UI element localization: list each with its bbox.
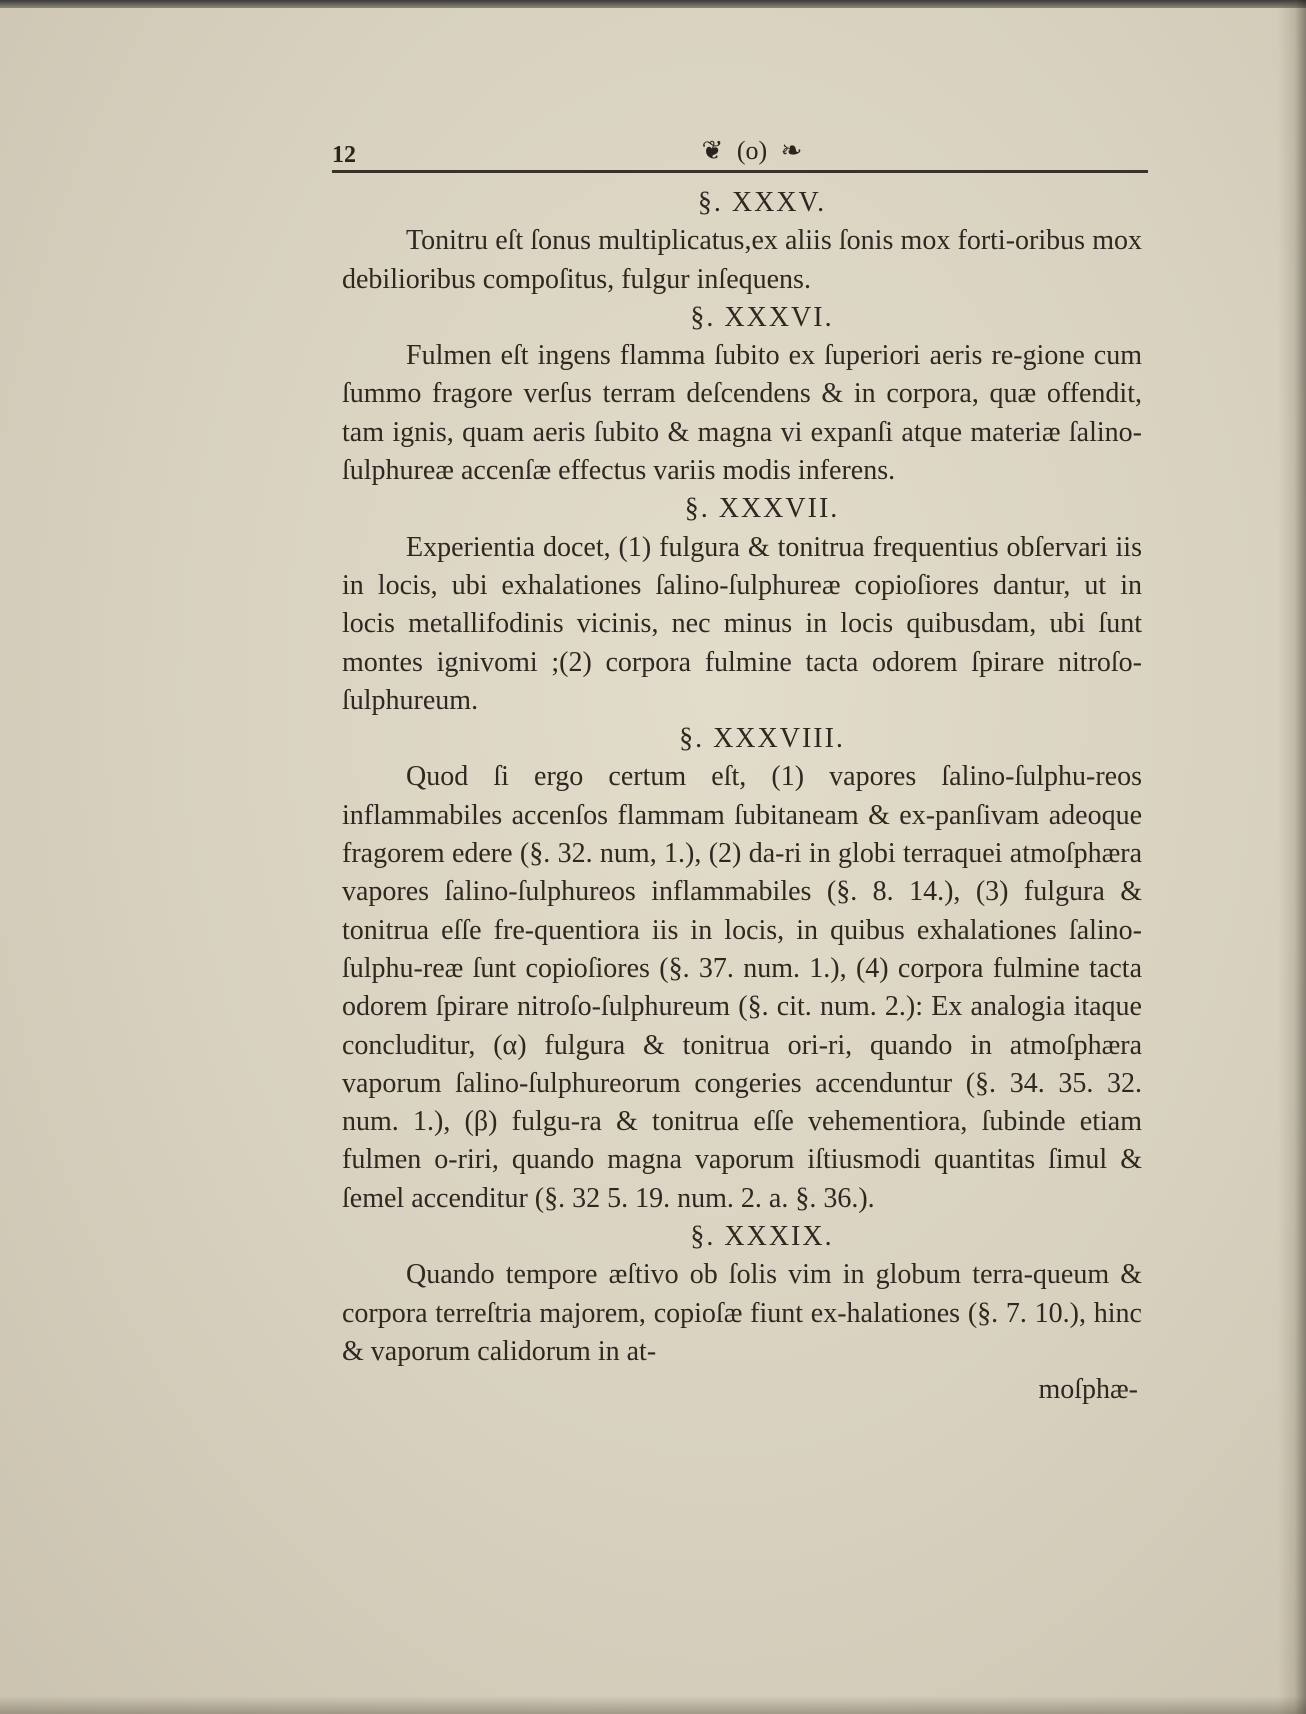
catchword: moſphæ-: [1038, 1374, 1138, 1406]
page-top-edge: [0, 0, 1306, 8]
page-header: [332, 124, 1148, 174]
section-paragraph: Quando tempore æſtivo ob ſolis vim in globum terra-queum & corpora terreſtria majorem, copioſæ fiunt ex-halationes (§. 7. 10.), hinc & vaporum calidorum in at-: [342, 1259, 1142, 1367]
page-number: 12: [332, 142, 356, 168]
ornament-center-mark: (o): [736, 136, 768, 166]
section-paragraph: Experientia docet, (1) fulgura & tonitrua frequentius obſervari iis in locis, ubi exhalationes ſalino-ſulphureæ copioſiores dantur, ut in locis metallifodinis vicinis, nec minus in locis quibusdam, ubi ſunt montes ignivomi ;(2) corpora fulmine tacta odorem ſpirare nitroſo-ſulphureum.: [342, 531, 1142, 716]
section-heading: §. XXXIX.: [690, 1221, 834, 1253]
header-rule: [332, 170, 1148, 173]
floral-flourish-icon: ❧: [780, 136, 803, 166]
page-right-edge-shadow: [1278, 0, 1306, 1714]
section-heading: §. XXXVIII.: [679, 723, 845, 755]
section-heading: §. XXXV.: [697, 187, 827, 218]
section-paragraph: Fulmen eſt ingens flamma ſubito ex ſuperiori aeris re-gione cum ſummo fragore verſus terram deſcendens & in corpora, quæ offendit, tam ignis, quam aeris ſubito & magna vi expanſi atque materiæ ſalino-ſulphureæ accenſæ effectus variis modis inferens.: [342, 340, 1142, 487]
section-heading: §. XXXVII.: [684, 493, 840, 525]
floral-flourish-icon: ❦: [701, 136, 724, 166]
page-bottom-edge-shadow: [0, 1696, 1306, 1714]
section-paragraph: Quod ſi ergo certum eſt, (1) vapores ſalino-ſulphu-reos inflammabiles accenſos flammam ſubitaneam & ex-panſivam adeoque fragorem edere (§. 32. num, 1.), (2) da-ri in globi terraquei atmoſphæra vapores ſalino-ſulphureos inflammabiles (§. 8. 14.), (3) fulgura & tonitrua eſſe fre-quentiora iis in locis, in quibus exhalationes ſalino-ſulphu-reæ ſunt copioſiores (§. 37. num. 1.), (4) corpora fulmine tacta odorem ſpirare nitroſo-ſulphureum (§. cit. num. 2.): Ex analogia itaque concluditur, (α) fulgura & tonitrua ori-ri, quando in atmoſphæra vaporum ſalino-ſulphureorum congeries accenduntur (§. 34. 35. 32. num. 1.), (β) fulgu-ra & tonitrua eſſe vehementiora, ſubinde etiam fulmen o-riri, quando magna vaporum iſtiusmodi quantitas ſimul & ſemel accenditur (§. 32 5. 19. num. 2. a. §. 36.).: [342, 761, 1142, 1214]
section-paragraph: Tonitru eſt ſonus multiplicatus,ex aliis ſonis mox forti-oribus mox debilioribus compoſitus, fulgur inſequens.: [342, 225, 1142, 295]
header-ornament: [652, 132, 852, 168]
page-body: [342, 184, 1142, 1410]
section-heading: §. XXXVI.: [690, 301, 834, 333]
